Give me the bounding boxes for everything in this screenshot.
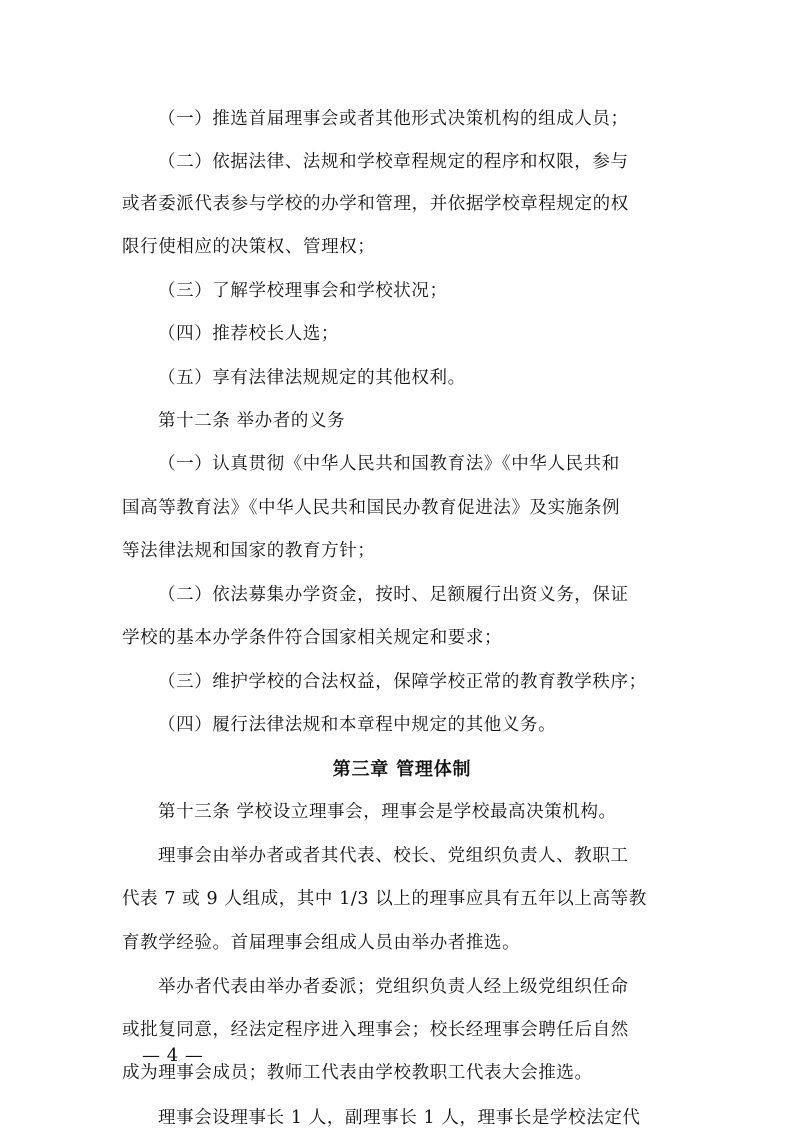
text-line-12: （二）依法募集办学资金，按时、足额履行出资义务，保证 (158, 585, 629, 605)
text-line-4: 限行使相应的决策权、管理权； (122, 237, 376, 257)
page-number: — 4 — (142, 1045, 204, 1066)
text-line-20: 育教学经验。首届理事会组成人员由举办者推选。 (122, 933, 521, 953)
chapter-title: 第三章 管理体制 (332, 759, 472, 780)
text-line-24: 理事会设理事长 1 人，副理事长 1 人，理事长是学校法定代 (158, 1108, 641, 1128)
text-line-5: （三）了解学校理事会和学校状况； (158, 281, 448, 301)
text-line-14: （三）维护学校的合法权益，保障学校正常的教育教学秩序； (158, 672, 647, 692)
text-line-1: （一）推选首届理事会或者其他形式决策机构的组成人员； (158, 109, 629, 129)
text-line-19: 代表 7 或 9 人组成，其中 1/3 以上的理事应具有五年以上高等教 (122, 889, 647, 909)
article-heading-12: 第十二条 举办者的义务 (158, 411, 346, 431)
text-line-6: （四）推荐校长人选； (158, 324, 339, 344)
text-line-15: （四）履行法律法规和本章程中规定的其他义务。 (158, 715, 557, 735)
text-line-23: 成为理事会成员；教师工代表由学校教职工代表大会推选。 (122, 1063, 593, 1083)
text-line-10: 国高等教育法》《中华人民共和国民办教育促进法》及实施条例 (122, 498, 621, 518)
text-line-9: （一）认真贯彻《中华人民共和国教育法》《中华人民共和 (158, 454, 620, 474)
article-heading-13: 第十三条 学校设立理事会，理事会是学校最高决策机构。 (158, 802, 617, 822)
text-line-18: 理事会由举办者或者其代表、校长、党组织负责人、教职工 (158, 846, 629, 866)
text-line-22: 或批复同意，经法定程序进入理事会；校长经理事会聘任后自然 (122, 1020, 629, 1040)
text-line-2: （二）依据法律、法规和学校章程规定的程序和权限，参与 (158, 152, 629, 172)
text-line-11: 等法律法规和国家的教育方针； (122, 541, 376, 561)
text-line-21: 举办者代表由举办者委派；党组织负责人经上级党组织任命 (158, 977, 629, 997)
text-line-3: 或者委派代表参与学校的办学和管理，并依据学校章程规定的权 (122, 194, 629, 214)
text-line-13: 学校的基本办学条件符合国家相关规定和要求； (122, 628, 503, 648)
text-line-7: （五）享有法律法规规定的其他权利。 (158, 368, 466, 388)
